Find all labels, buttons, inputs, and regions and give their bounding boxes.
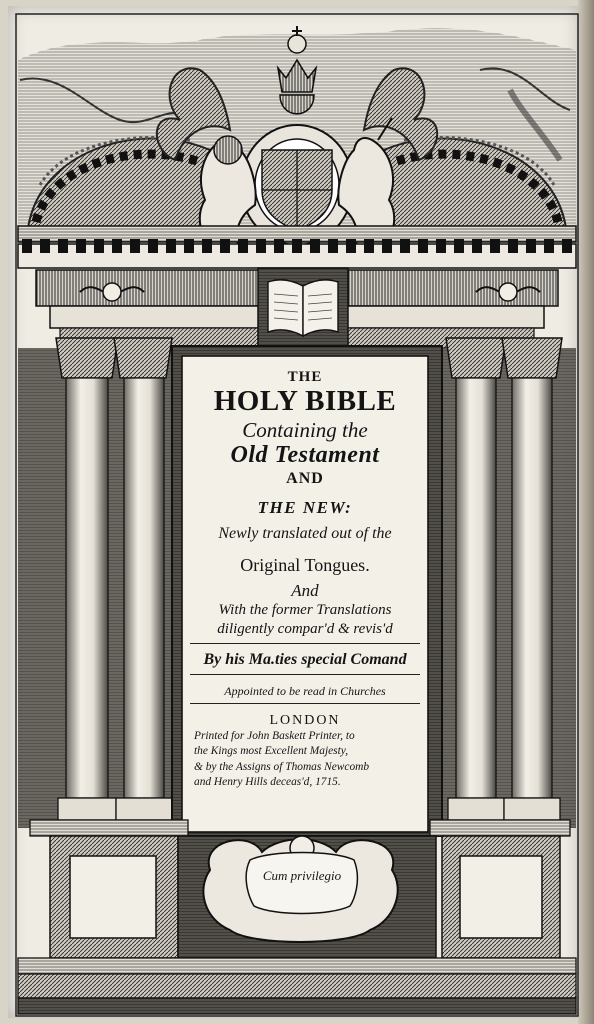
imprint-line: and Henry Hills deceas'd, 1715. bbox=[194, 776, 341, 789]
title-rule bbox=[190, 643, 420, 644]
title-rule bbox=[190, 674, 420, 675]
title-by-his-majesty: By his Ma.ties special Comand bbox=[203, 651, 407, 668]
title-the-new: THE NEW: bbox=[257, 498, 353, 517]
title-diligently: diligently compar'd & revis'd bbox=[217, 621, 393, 637]
title-containing: Containing the bbox=[242, 418, 368, 442]
cartouche bbox=[178, 836, 436, 958]
imprint-line: Printed for John Baskett Printer, to bbox=[194, 730, 355, 742]
title-holy-bible: HOLY BIBLE bbox=[213, 385, 397, 417]
open-book-emblem bbox=[258, 268, 348, 348]
title-text-block bbox=[188, 362, 422, 828]
title-the: THE bbox=[287, 369, 323, 385]
pedestal-right bbox=[430, 820, 570, 958]
cum-privilegio: Cum privilegio bbox=[262, 868, 342, 883]
title-original-tongues: Original Tongues. bbox=[240, 555, 370, 575]
title-rule bbox=[190, 703, 420, 704]
title-newly-translated: Newly translated out of the bbox=[218, 525, 392, 542]
floor-steps bbox=[18, 958, 576, 1014]
title-and: AND bbox=[286, 470, 324, 487]
imprint-london: LONDON bbox=[269, 713, 341, 728]
pedestal-left bbox=[30, 820, 188, 958]
title-old-testament: Old Testament bbox=[230, 442, 380, 468]
title-with-former: With the former Translations bbox=[218, 602, 392, 618]
imprint-line: the Kings most Excellent Majesty, bbox=[194, 745, 349, 758]
imprint-line: & by the Assigns of Thomas Newcomb bbox=[194, 760, 370, 773]
title-and-italic: And bbox=[291, 581, 319, 600]
title-appointed: Appointed to be read in Churches bbox=[224, 684, 386, 698]
